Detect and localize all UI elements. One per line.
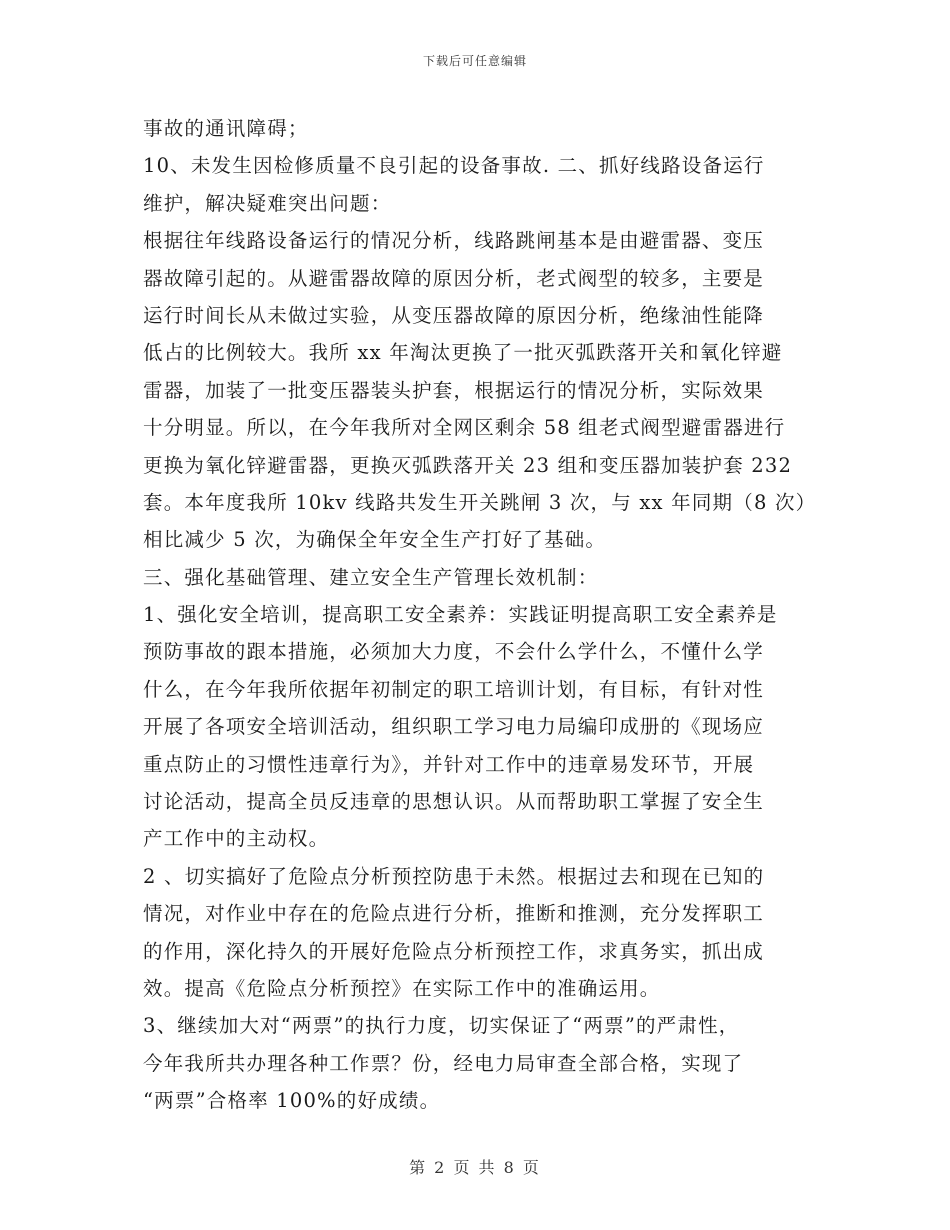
text-line: 开展了各项安全培训活动，组织职工学习电力局编印成册的《现场应 [143,715,765,739]
text-line: 套。本年度我所 10kv 线路共发生开关跳闸 3 次，与 xx 年同期（8 次） [143,490,817,514]
text-line: 相比减少 5 次，为确保全年安全生产打好了基础。 [143,528,607,552]
text-line: 今年我所共办理各种工作票？份，经电力局审查全部合格，实现了 [143,1051,744,1075]
text-line: 重点防止的习惯性违章行为》，并针对工作中的违章易发环节，开展 [143,752,755,776]
text-line: 的作用，深化持久的开展好危险点分析预控工作，求真务实，抓出成 [143,939,765,963]
text-line: 效。提高《危险点分析预控》在实际工作中的准确运用。 [143,976,661,1000]
text-line: 根据往年线路设备运行的情况分析，线路跳闸基本是由避雷器、变压 [143,229,765,253]
text-line: 低占的比例较大。我所 xx 年淘汰更换了一批灭弧跌落开关和氧化锌避 [143,341,783,365]
text-line: 运行时间长从未做过实验，从变压器故障的原因分析，绝缘油性能降 [143,303,765,327]
text-line: “两票”合格率 100%的好成绩。 [143,1089,441,1113]
section-heading: 三、强化基础管理、建立安全生产管理长效机制： [143,565,599,589]
text-line: 预防事故的跟本措施，必须加大力度，不会什么学什么，不懂什么学 [143,640,765,664]
text-line: 讨论活动，提高全员反违章的思想认识。从而帮助职工掌握了安全生 [143,790,765,814]
text-line: 什么，在今年我所依据年初制定的职工培训计划，有目标，有针对性 [143,677,765,701]
text-line: 十分明显。所以，在今年我所对全网区剩余 58 组老式阀型避雷器进行 [143,416,786,440]
text-line: 10、未发生因检修质量不良引起的设备事故. 二、抓好线路设备运行 [143,154,765,178]
text-line: 产工作中的主动权。 [143,827,330,851]
document-body [143,110,817,1120]
text-line: 维护，解决疑难突出问题： [143,191,392,215]
text-line: 3、继续加大对“两票”的执行力度，切实保证了“两票”的严肃性， [143,1014,740,1038]
text-line: 器故障引起的。从避雷器故障的原因分析，老式阀型的较多，主要是 [143,266,765,290]
page-number: 第 2 页 共 8 页 [409,1158,541,1177]
text-line: 情况，对作业中存在的危险点进行分析，推断和推测，充分发挥职工 [143,902,765,926]
page-header: 下载后可任意编辑 [422,54,527,68]
text-line: 更换为氧化锌避雷器，更换灭弧跌落开关 23 组和变压器加装护套 232 [143,453,793,477]
text-line: 1、强化安全培训，提高职工安全素养：实践证明提高职工安全素养是 [143,603,778,627]
text-line: 2 、切实搞好了危险点分析预控防患于未然。根据过去和现在已知的 [143,864,765,888]
text-line: 雷器，加装了一批变压器装头护套，根据运行的情况分析，实际效果 [143,378,765,402]
text-line: 事故的通讯障碍； [143,117,309,140]
